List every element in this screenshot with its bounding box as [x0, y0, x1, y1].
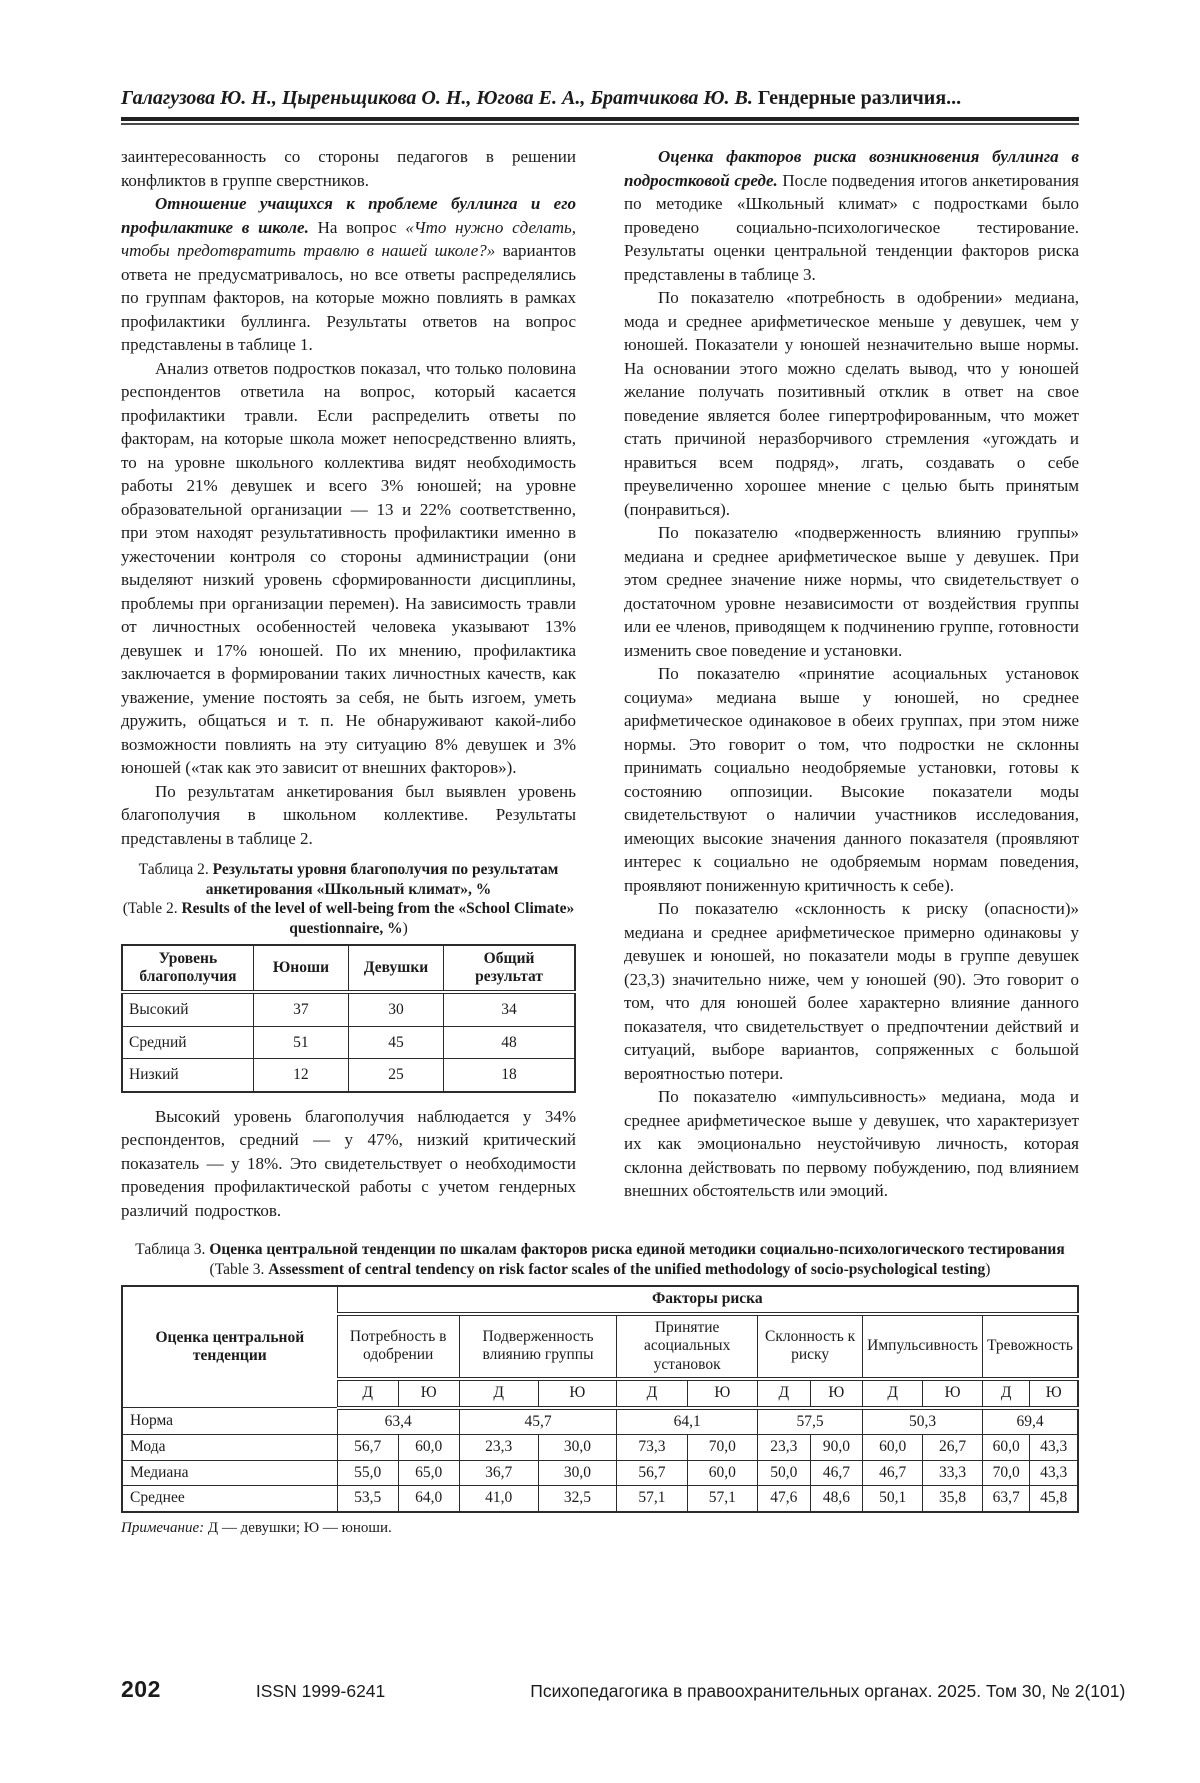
table-row: [122, 1026, 575, 1059]
paragraph: По показателю «потребность в одобрении» медиана, мода и среднее арифметическое меньше у девушек, чем у юношей. Показатели у юношей незначительно выше нормы. На основании этого можно сделать вывод, что у юношей желание получать позитивный отклик в ответ на свое поведение является более гипертрофированным, что может стать причиной неразборчивого стремления «угождать и нравиться всем подряд», лгать, создавать о себе преувеличенно хорошее мнение с целью быть принятым (понравиться).: [624, 288, 1079, 519]
table-2-caption: [121, 860, 576, 938]
table-cell: 53,5: [337, 1486, 398, 1512]
gender-subheader: Ю: [810, 1379, 863, 1408]
column-header: Уровень благополучия: [122, 945, 253, 992]
table-row: [122, 1408, 1078, 1435]
factor-header: Потребность в одобрении: [337, 1314, 459, 1380]
table-cell: 48: [444, 1026, 575, 1059]
table-cell: 65,0: [398, 1460, 459, 1486]
factor-header: Тревожность: [983, 1314, 1079, 1380]
table-cell: 55,0: [337, 1460, 398, 1486]
group-header: Факторы риска: [337, 1286, 1078, 1314]
table-cell: 12: [253, 1059, 348, 1092]
table-header-row: [122, 945, 575, 992]
table-cell: 45,8: [1030, 1486, 1078, 1512]
gender-subheader: Д: [758, 1379, 811, 1408]
table-cell: 60,0: [983, 1435, 1030, 1461]
gender-subheader: Д: [863, 1379, 923, 1408]
table-cell: 64,1: [617, 1408, 758, 1435]
factor-header: Подверженность влиянию группы: [459, 1314, 616, 1380]
factor-header: Склонность к риску: [758, 1314, 863, 1380]
table-cell: 56,7: [337, 1435, 398, 1461]
paragraph: По результатам анкетирования был выявлен уровень благополучия в школьном коллективе. Результаты представлены в таблице 2.: [121, 781, 576, 848]
table-cell: 50,3: [863, 1408, 983, 1435]
columns: [121, 145, 1079, 1222]
left-column: [121, 145, 576, 1222]
row-label: Высокий: [122, 992, 253, 1026]
table-cell: 36,7: [459, 1460, 538, 1486]
paragraph: По показателю «склонность к риску (опасности)» медиана и среднее арифметическое примерно одинаковы у девушек и юношей, но показатели моды в группе девушек (23,3) значительно ниже, чем у юношей (90). Это говорит о том, что для юношей более характерно влияние данного показателя, что свидетельствует о предпочтении действий и ситуаций, выборе вариантов, сопряженных с большой вероятностью потери.: [624, 899, 1079, 1083]
table-cell: 60,0: [398, 1435, 459, 1461]
gender-subheader: Д: [617, 1379, 687, 1408]
page-number: 202: [121, 1676, 161, 1702]
table-cell: 51: [253, 1026, 348, 1059]
table-2-caption-ru: Таблица 2. Результаты уровня благополучия по результатам анкетирования «Школьный климат», %: [138, 861, 559, 898]
table-3-caption-ru: Таблица 3. Оценка центральной тенденции по шкалам факторов риска единой методики социально-психологического тестирования: [135, 1241, 1065, 1258]
table-cell: 60,0: [687, 1460, 757, 1486]
table-cell: 37: [253, 992, 348, 1026]
table-cell: 43,3: [1030, 1435, 1078, 1461]
gender-subheader: Ю: [923, 1379, 983, 1408]
paragraph: Высокий уровень благополучия наблюдается у 34% респондентов, средний — у 47%, низкий критический показатель — у 18%. Это свидетельствует о необходимости проведения профилактической работы с учетом гендерных различий подростков.: [121, 1106, 576, 1220]
table-cell: 43,3: [1030, 1460, 1078, 1486]
table-cell: 57,5: [758, 1408, 863, 1435]
table-cell: 33,3: [923, 1460, 983, 1486]
paragraph: Отношение учащихся к проблеме буллинга и его профилактике в школе. На вопрос «Что нужно сделать, чтобы предотвратить травлю в нашей школе?» вариантов ответа не предусматривалось, но все ответы распределялись по группам факторов, на которые можно повлиять в рамках профилактики буллинга. Результаты ответов на вопрос представлены в таблице 1.: [121, 194, 576, 354]
paragraph: По показателю «подверженность влиянию группы» медиана и среднее арифметическое выше у девушек. При этом среднее значение ниже нормы, что свидетельствует о достаточном уровне независимости от воздействия группы или ее членов, приводящем к подчинению группе, готовности изменить свое поведение и установки.: [624, 523, 1079, 660]
table-cell: 46,7: [863, 1460, 923, 1486]
gender-subheader: Ю: [687, 1379, 757, 1408]
factor-header: Импульсивность: [863, 1314, 983, 1380]
table-3-section: [121, 1240, 1079, 1537]
table-2: [121, 944, 576, 1093]
corner-header: Оценка центральной тенденции: [122, 1286, 337, 1408]
table-cell: 46,7: [810, 1460, 863, 1486]
gender-subheader: Ю: [1030, 1379, 1078, 1408]
table-cell: 32,5: [538, 1486, 617, 1512]
table-cell: 23,3: [758, 1435, 811, 1461]
paragraph: По показателю «импульсивность» медиана, мода и среднее арифметическое выше у девушек, что характеризует их как эмоционально неустойчивую личность, которая склонна действовать по первому побуждению, под влиянием внешних обстоятельств или эмоций.: [624, 1087, 1079, 1200]
table-3-note: Примечание: Д — девушки; Ю — юноши.: [121, 1519, 392, 1536]
table-cell: 23,3: [459, 1435, 538, 1461]
table-cell: 63,7: [983, 1486, 1030, 1512]
table-cell: 70,0: [687, 1435, 757, 1461]
row-label: Норма: [122, 1408, 337, 1435]
paragraph: заинтересованность со стороны педагогов в решении конфликтов в группе сверстников.: [121, 147, 576, 190]
table-cell: 70,0: [983, 1460, 1030, 1486]
table-cell: 30,0: [538, 1460, 617, 1486]
table-cell: 57,1: [687, 1486, 757, 1512]
table-cell: 48,6: [810, 1486, 863, 1512]
table-cell: 50,1: [863, 1486, 923, 1512]
gender-subheader: Д: [337, 1379, 398, 1408]
gender-subheader: Ю: [398, 1379, 459, 1408]
table-cell: 50,0: [758, 1460, 811, 1486]
table-row: [122, 992, 575, 1026]
table-3-caption: [121, 1240, 1079, 1279]
table-cell: 18: [444, 1059, 575, 1092]
journal-line: Психопедагогика в правоохранительных органах. 2025. Том 30, № 2(101): [530, 1681, 1126, 1701]
table-cell: 63,4: [337, 1408, 459, 1435]
column-header: Юноши: [253, 945, 348, 992]
table-row: [122, 1059, 575, 1092]
table-cell: 30: [348, 992, 443, 1026]
table-row: [122, 1435, 1078, 1461]
table-cell: 73,3: [617, 1435, 687, 1461]
factor-header: Принятие асоциальных установок: [617, 1314, 758, 1380]
row-label: Мода: [122, 1435, 337, 1461]
table-cell: 45,7: [459, 1408, 616, 1435]
row-label: Среднее: [122, 1486, 337, 1512]
issn: ISSN 1999-6241: [255, 1681, 386, 1701]
header-rule: [121, 117, 1079, 125]
footer: [121, 1676, 1126, 1703]
paragraph: Анализ ответов подростков показал, что только половина респондентов ответила на вопрос, который касается профилактики травли. Если распределить ответы по факторам, на которые школа может непосредственно влиять, то на уровне школьного коллектива видят необходимость работы 21% девушек и всего 3% юношей; на уровне образовательной организации — 13 и 22% соответственно, при этом находят результативность профилактики именно в ужесточении контроля со стороны администрации (они выделяют низкий уровень сформированности дисциплины, проблемы при организации перемен). На зависимость травли от личностных особенностей человека указывают 13% девушек и 17% юношей. По их мнению, профилактика заключается в формировании таких личностных качеств, как уважение, умение постоять за себя, не быть изгоем, уметь дружить, общаться и т. п. Не обнаруживают какой-либо возможности повлиять на эту ситуацию 8% девушек и 3% юношей («так как это зависит от внешних факторов»).: [121, 358, 576, 777]
table-cell: 69,4: [983, 1408, 1079, 1435]
table-cell: 60,0: [863, 1435, 923, 1461]
page: [0, 86, 1200, 1537]
table-row: [122, 1460, 1078, 1486]
table-cell: 47,6: [758, 1486, 811, 1512]
table-cell: 64,0: [398, 1486, 459, 1512]
table-cell: 45: [348, 1026, 443, 1059]
column-header: Общий результат: [444, 945, 575, 992]
paragraph: По показателю «принятие асоциальных установок социума» медиана выше у юношей, но среднее арифметическое одинаковое в обеих группах, при этом ниже нормы. Это говорит о том, что подростки не склонны принимать социально неодобряемые установки, готовы к состоянию оппозиции. Высокие показатели моды свидетельствуют о наличии участников исследования, имеющих высокие значения данного показателя (проявляют интерес к социально не одобряемым нормам поведения, проявляют пониженную критичность к себе).: [624, 664, 1079, 895]
table-cell: 35,8: [923, 1486, 983, 1512]
row-label: Медиана: [122, 1460, 337, 1486]
table-3-caption-en: (Table 3. Assessment of central tendency on risk factor scales of the unified methodology of socio-psychological testing): [209, 1260, 991, 1278]
paragraph: Оценка факторов риска возникновения буллинга в подростковой среде. После подведения итогов анкетирования по методике «Школьный климат» с подростками было проведено социально-психологическое тестирование. Результаты оценки центральной тенденции факторов риска представлены в таблице 3.: [624, 147, 1079, 284]
table-cell: 26,7: [923, 1435, 983, 1461]
right-column: [624, 145, 1079, 1222]
table-row: [122, 1486, 1078, 1512]
gender-subheader: Д: [983, 1379, 1030, 1408]
table-cell: 90,0: [810, 1435, 863, 1461]
row-label: Низкий: [122, 1059, 253, 1092]
table-cell: 56,7: [617, 1460, 687, 1486]
table-cell: 30,0: [538, 1435, 617, 1461]
table-2-caption-en: (Table 2. Results of the level of well-being from the «School Climate» questionnaire, %): [122, 900, 575, 937]
running-head: Галагузова Ю. Н., Цыреньщикова О. Н., Югова Е. А., Братчикова Ю. В. Гендерные различия...: [121, 87, 962, 109]
table-header-row: [122, 1286, 1078, 1314]
row-label: Средний: [122, 1026, 253, 1059]
table-cell: 57,1: [617, 1486, 687, 1512]
gender-subheader: Д: [459, 1379, 538, 1408]
table-cell: 25: [348, 1059, 443, 1092]
table-3: [121, 1285, 1079, 1513]
table-cell: 34: [444, 992, 575, 1026]
table-cell: 41,0: [459, 1486, 538, 1512]
gender-subheader: Ю: [538, 1379, 617, 1408]
column-header: Девушки: [348, 945, 443, 992]
